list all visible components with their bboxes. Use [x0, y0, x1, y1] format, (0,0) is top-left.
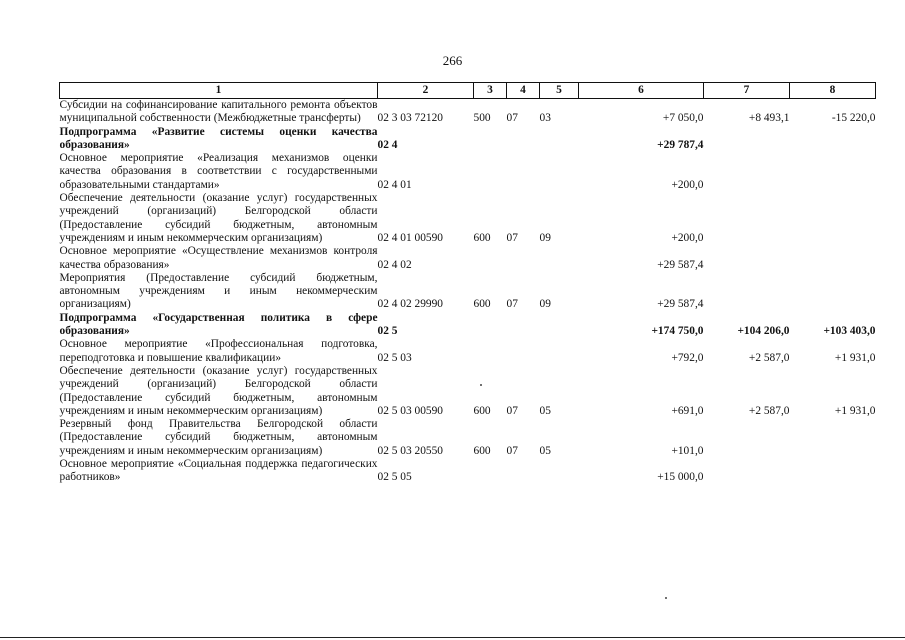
- scan-speck: [480, 384, 482, 386]
- row-expense-type: 600: [473, 444, 491, 457]
- row-code: 02 5: [377, 325, 398, 338]
- row-expense-type: 600: [473, 404, 491, 417]
- table-row: [60, 152, 876, 192]
- row-section: [507, 126, 540, 153]
- row-amount-6: +200,0: [671, 178, 704, 191]
- row-amount-6: +29 587,4: [657, 258, 704, 271]
- row-amount-7: [704, 245, 790, 272]
- table-row: [60, 126, 876, 153]
- row-amount-6: +29 587,4: [657, 298, 704, 311]
- row-amount-6: +101,0: [671, 444, 704, 457]
- row-code: 02 4 01 00590: [377, 231, 443, 244]
- row-amount-6: +15 000,0: [657, 471, 704, 484]
- row-expense-type: [474, 152, 507, 192]
- row-expense-type: 500: [473, 112, 491, 125]
- row-section: [507, 458, 540, 485]
- row-subsection: [540, 338, 579, 365]
- row-code: 02 3 03 72120: [377, 112, 443, 125]
- table-row: [60, 418, 876, 458]
- row-section: [507, 245, 540, 272]
- row-amount-8: [790, 245, 876, 272]
- table-row: [60, 192, 876, 245]
- row-name: Основное мероприятие «Профессиональная подготовка, переподготовка и повышение квалификации»: [59, 338, 378, 364]
- row-amount-8: +1 931,0: [834, 351, 876, 364]
- page-number: 266: [442, 53, 463, 68]
- column-header: 6: [579, 83, 704, 99]
- row-name: Основное мероприятие «Реализация механизмов оценки качества образования в соответствии с государственными образовательными стандартами»: [59, 152, 378, 191]
- row-section: 07: [506, 444, 518, 457]
- row-amount-7: [704, 458, 790, 485]
- row-subsection: 05: [539, 404, 551, 417]
- row-subsection: [540, 245, 579, 272]
- row-code: 02 4 02 29990: [377, 298, 443, 311]
- row-name: Подпрограмма «Государственная политика в сфере образования»: [59, 311, 378, 338]
- table-row: [60, 338, 876, 365]
- column-header: 7: [704, 83, 790, 99]
- row-section: 07: [506, 231, 518, 244]
- column-header: 1: [60, 83, 378, 99]
- row-subsection: 05: [539, 444, 551, 457]
- row-code: 02 5 03: [377, 351, 412, 364]
- row-code: 02 5 05: [377, 471, 412, 484]
- row-subsection: 09: [539, 298, 551, 311]
- row-subsection: [540, 126, 579, 153]
- table-header-row: [60, 83, 876, 99]
- row-amount-7: [704, 272, 790, 312]
- table-row: [60, 312, 876, 339]
- row-section: [507, 312, 540, 339]
- row-amount-7: [704, 418, 790, 458]
- row-name: Резервный фонд Правительства Белгородской области (Предоставление субсидий бюджетным, автономным учреждениям и иным некоммерческим организациям): [59, 418, 378, 457]
- table-row: [60, 99, 876, 126]
- row-amount-6: +7 050,0: [662, 112, 704, 125]
- column-header: 4: [507, 83, 540, 99]
- table-row: [60, 458, 876, 485]
- row-amount-7: [704, 152, 790, 192]
- row-subsection: 09: [539, 231, 551, 244]
- row-name: Обеспечение деятельности (оказание услуг) государственных учреждений (организаций) Белгородской области (Предоставление субсидий бюджетным, автономным учреждениям и иным некоммерческим организациям): [59, 192, 378, 244]
- scan-speck: [665, 597, 667, 599]
- row-amount-8: [790, 126, 876, 153]
- row-amount-8: [790, 272, 876, 312]
- row-amount-7: +104 206,0: [737, 325, 790, 338]
- table-row: [60, 272, 876, 312]
- page-bottom-edge: [0, 637, 905, 638]
- row-subsection: [540, 312, 579, 339]
- row-amount-8: +1 931,0: [834, 404, 876, 417]
- row-subsection: [540, 458, 579, 485]
- row-amount-6: +29 787,4: [657, 138, 704, 151]
- row-amount-6: +691,0: [671, 404, 704, 417]
- row-section: 07: [506, 112, 518, 125]
- row-name: Обеспечение деятельности (оказание услуг) государственных учреждений (организаций) Белгородской области (Предоставление субсидий бюджетным, автономным учреждениям и иным некоммерческим организациям): [59, 364, 378, 417]
- row-section: [507, 152, 540, 192]
- row-amount-6: +174 750,0: [651, 325, 704, 338]
- row-amount-8: +103 403,0: [823, 325, 876, 338]
- table-row: [60, 245, 876, 272]
- row-amount-7: +8 493,1: [748, 112, 790, 125]
- column-header: 8: [790, 83, 876, 99]
- budget-table: [59, 82, 876, 485]
- row-amount-7: +2 587,0: [748, 351, 790, 364]
- column-header: 3: [474, 83, 507, 99]
- row-code: 02 4 02: [377, 258, 412, 271]
- row-name: Субсидии на софинансирование капитального ремонта объектов муниципальной собственности (Межбюджетные трансферты): [59, 99, 378, 125]
- row-amount-6: +200,0: [671, 231, 704, 244]
- row-expense-type: 600: [473, 298, 491, 311]
- row-expense-type: [474, 458, 507, 485]
- row-expense-type: [474, 338, 507, 365]
- row-amount-8: [790, 192, 876, 245]
- row-amount-8: [790, 418, 876, 458]
- row-code: 02 4: [377, 138, 398, 151]
- row-expense-type: [474, 312, 507, 339]
- row-amount-8: [790, 458, 876, 485]
- row-amount-7: [704, 126, 790, 153]
- row-code: 02 5 03 20550: [377, 444, 443, 457]
- row-section: 07: [506, 404, 518, 417]
- row-name: Подпрограмма «Развитие системы оценки качества образования»: [59, 125, 378, 151]
- row-code: 02 4 01: [377, 178, 412, 191]
- row-section: 07: [506, 298, 518, 311]
- row-amount-7: [704, 192, 790, 245]
- row-name: Мероприятия (Предоставление субсидий бюджетным, автономным учреждениям и иным некоммерческим организациям): [59, 271, 378, 311]
- row-amount-8: [790, 152, 876, 192]
- row-expense-type: [474, 126, 507, 153]
- row-code: 02 5 03 00590: [377, 404, 443, 417]
- row-name: Основное мероприятие «Осуществление механизмов контроля качества образования»: [59, 245, 378, 271]
- row-section: [507, 338, 540, 365]
- row-amount-8: -15 220,0: [831, 112, 876, 125]
- row-expense-type: [474, 245, 507, 272]
- row-subsection: 03: [539, 112, 551, 125]
- row-subsection: [540, 152, 579, 192]
- column-header: 5: [540, 83, 579, 99]
- column-header: 2: [378, 83, 474, 99]
- row-amount-6: +792,0: [671, 351, 704, 364]
- row-expense-type: 600: [473, 231, 491, 244]
- table-row: [60, 365, 876, 418]
- row-amount-7: +2 587,0: [748, 404, 790, 417]
- row-name: Основное мероприятие «Социальная поддержка педагогических работников»: [59, 458, 378, 484]
